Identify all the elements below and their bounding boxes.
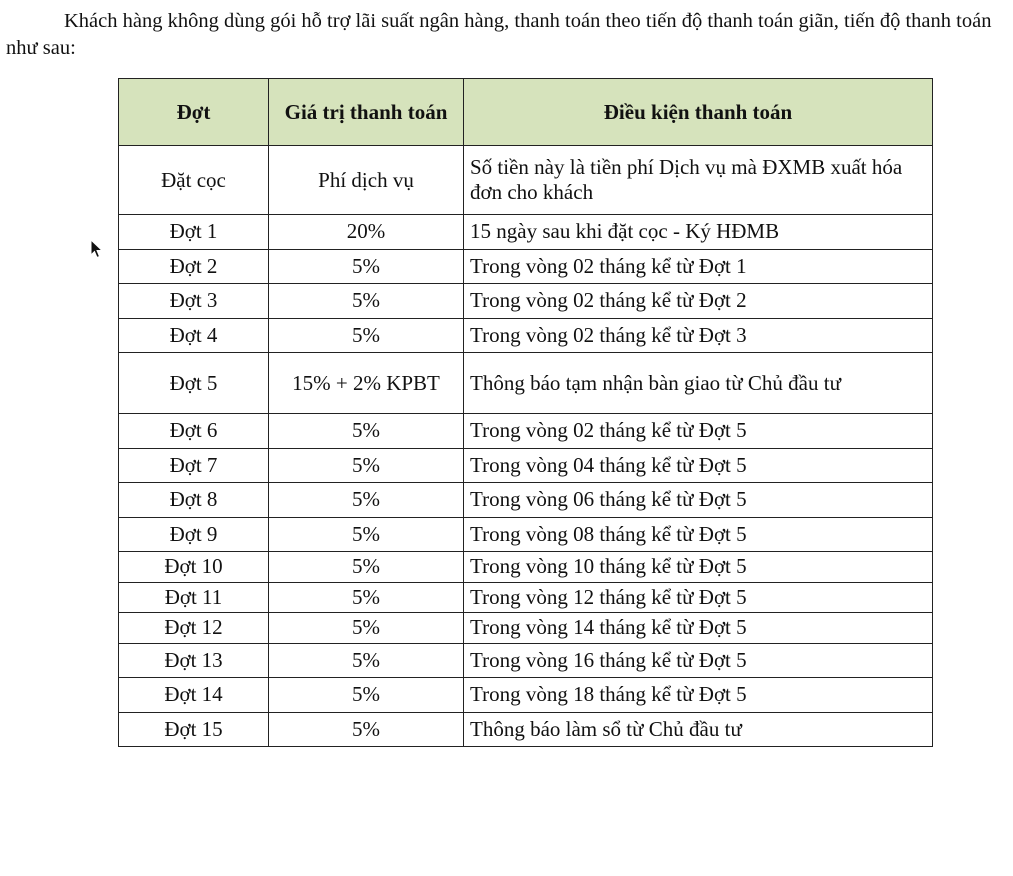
table-row — [119, 318, 933, 353]
cell-value: 5% — [269, 318, 464, 353]
cell-condition: Số tiền này là tiền phí Dịch vụ mà ĐXMB xuất hóa đơn cho khách — [464, 146, 933, 215]
cell-condition: 15 ngày sau khi đặt cọc - Ký HĐMB — [464, 215, 933, 250]
cell-condition: Trong vòng 06 tháng kể từ Đợt 5 — [464, 483, 933, 518]
cell-condition: Trong vòng 08 tháng kể từ Đợt 5 — [464, 517, 933, 552]
cell-condition: Thông báo làm sổ từ Chủ đầu tư — [464, 712, 933, 747]
cell-value: 5% — [269, 552, 464, 583]
cell-value: 5% — [269, 284, 464, 319]
table-row — [119, 414, 933, 449]
header-value: Giá trị thanh toán — [269, 79, 464, 146]
cell-dot: Đợt 8 — [119, 483, 269, 518]
cell-dot: Đợt 15 — [119, 712, 269, 747]
cell-value: 5% — [269, 517, 464, 552]
cell-condition: Thông báo tạm nhận bàn giao từ Chủ đầu tư — [464, 353, 933, 414]
cell-value: 15% + 2% KPBT — [269, 353, 464, 414]
cell-value: 5% — [269, 448, 464, 483]
cell-dot: Đợt 10 — [119, 552, 269, 583]
cell-condition: Trong vòng 10 tháng kể từ Đợt 5 — [464, 552, 933, 583]
payment-schedule-table — [118, 78, 933, 747]
cell-dot: Đợt 14 — [119, 678, 269, 713]
cell-condition: Trong vòng 02 tháng kể từ Đợt 5 — [464, 414, 933, 449]
cell-condition: Trong vòng 02 tháng kể từ Đợt 2 — [464, 284, 933, 319]
table-row — [119, 678, 933, 713]
intro-text: Khách hàng không dùng gói hỗ trợ lãi suất ngân hàng, thanh toán theo tiến độ thanh toán giãn, tiến độ thanh toán như sau: — [6, 10, 992, 59]
cell-value: 5% — [269, 582, 464, 613]
cell-dot: Đợt 6 — [119, 414, 269, 449]
cell-dot: Đợt 13 — [119, 643, 269, 678]
cell-value: 5% — [269, 414, 464, 449]
cell-condition: Trong vòng 12 tháng kể từ Đợt 5 — [464, 582, 933, 613]
cell-dot: Đợt 3 — [119, 284, 269, 319]
table-row — [119, 284, 933, 319]
cell-value: 20% — [269, 215, 464, 250]
cell-dot: Đợt 5 — [119, 353, 269, 414]
cell-value: 5% — [269, 643, 464, 678]
cell-dot: Đợt 12 — [119, 613, 269, 644]
cell-condition: Trong vòng 18 tháng kể từ Đợt 5 — [464, 678, 933, 713]
table-row — [119, 712, 933, 747]
cell-condition: Trong vòng 16 tháng kể từ Đợt 5 — [464, 643, 933, 678]
cell-condition: Trong vòng 04 tháng kể từ Đợt 5 — [464, 448, 933, 483]
cell-condition: Trong vòng 02 tháng kể từ Đợt 1 — [464, 249, 933, 284]
cell-dot: Đợt 2 — [119, 249, 269, 284]
cell-dot: Đặt cọc — [119, 146, 269, 215]
table-row — [119, 215, 933, 250]
table-row — [119, 582, 933, 613]
cell-dot: Đợt 4 — [119, 318, 269, 353]
table-header-row — [119, 79, 933, 146]
cell-value: Phí dịch vụ — [269, 146, 464, 215]
cell-dot: Đợt 9 — [119, 517, 269, 552]
cell-dot: Đợt 11 — [119, 582, 269, 613]
table-row — [119, 517, 933, 552]
header-condition: Điều kiện thanh toán — [464, 79, 933, 146]
table-row — [119, 448, 933, 483]
mouse-pointer-icon — [90, 239, 104, 259]
table-row — [119, 249, 933, 284]
table-row — [119, 483, 933, 518]
table-row — [119, 643, 933, 678]
header-dot: Đợt — [119, 79, 269, 146]
intro-paragraph — [6, 8, 1010, 62]
cell-dot: Đợt 7 — [119, 448, 269, 483]
cell-value: 5% — [269, 678, 464, 713]
cell-value: 5% — [269, 613, 464, 644]
cell-dot: Đợt 1 — [119, 215, 269, 250]
cell-condition: Trong vòng 14 tháng kể từ Đợt 5 — [464, 613, 933, 644]
cell-value: 5% — [269, 712, 464, 747]
cell-value: 5% — [269, 483, 464, 518]
table-row — [119, 552, 933, 583]
table-row — [119, 146, 933, 215]
cell-value: 5% — [269, 249, 464, 284]
table-row — [119, 613, 933, 644]
cell-condition: Trong vòng 02 tháng kể từ Đợt 3 — [464, 318, 933, 353]
table-row — [119, 353, 933, 414]
